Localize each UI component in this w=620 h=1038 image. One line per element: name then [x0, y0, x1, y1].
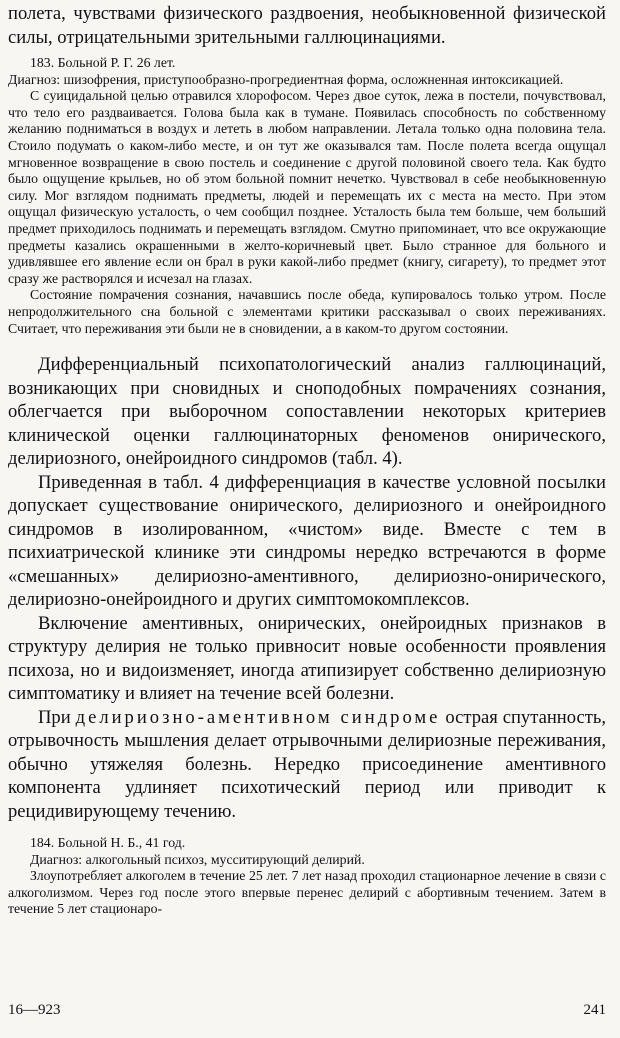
case-183-paragraph: С суицидальной целью отравился хлорофосом. Через двое суток, лежа в постели, почувствовал, что тело его раздваивается. Голова была как в тумане. Появилась способность по собственному желанию подниматься в воздух и лететь в любом направлении. Летала только одна половина тела. Стоило подумать о каком-либо месте, и он тут же оказывался там. После полета всегда ощущал мгновенное возвращение в свою постель и соединение с другой половиной своего тела. Как будто было ощущение крыльев, но об этом больной помнит нечетко. Чувствовал в себе необыкновенную силу. Мог взглядом поднимать предметы, людей и перемещать их с места на место. При этом ощущал физическую усталость, о чем сообщил позднее. Усталость была тем больше, чем больший предмет приходилось поднимать и перемещать взглядом. Смутно припоминает, что все окружающие предметы казались окрашенными в желто-коричневый цвет. Было странное для больного и удивлявшее его явление если он брал в руки какой-либо предмет (книгу, сигарету), то предмет этот сразу же растворялся и исчезал на глазах. [8, 88, 606, 286]
intro-text: полета, чувствами физического раздвоения, необыкновенной физической силы, отрицательными зрительными галлюцинациями. [8, 3, 606, 48]
case-183-diagnosis: Диагноз: шизофрения, приступообразно-прогредиентная форма, осложненная интоксикацией. [8, 71, 564, 87]
case-184 [8, 835, 606, 918]
syndrome-term: делириозно-аментивном синдроме [75, 706, 441, 728]
case-184-title: 184. Больной Н. Б., 41 год. [30, 835, 186, 851]
case-183 [8, 55, 606, 337]
case-184-diagnosis: Диагноз: алкогольный психоз, мусситирующий делирий. [30, 851, 365, 867]
case-184-paragraph: Злоупотребляет алкоголем в течение 25 лет. 7 лет назад проходил стационарное лечение в связи с алкоголизмом. Через год после этого впервые перенес делирий с абортивным течением. Затем в течение 5 лет стационаро- [8, 868, 606, 917]
page-number: 241 [583, 1002, 606, 1018]
printer-signature: 16—923 [8, 1002, 61, 1018]
case-183-paragraph: Состояние помрачения сознания, начавшись после обеда, купировалось только утром. После непродолжительного сна больной с элементами критики рассказывал о своих переживаниях. Считает, что переживания эти были не в сновидении, а в каком-то другом состоянии. [8, 287, 606, 336]
syndrome-rest: острая спутанность, отрывочность мышления делает отрывочными делириозные переживания, обычно утяжеляя болезнь. Нередко присоединение аментивного компонента удлиняет психотический период или приводит к рецидивирующему течению. [8, 706, 607, 822]
main-text [8, 353, 606, 823]
page-footer [8, 1002, 606, 1019]
case-183-title: 183. Больной Р. Г. 26 лет. [30, 55, 176, 70]
body-paragraph: Включение аментивных, онирических, онейроидных признаков в структуру делирия не только привносит новые особенности проявления психоза, но и видоизменяет, иногда атипизирует собственно делириозную симптоматику и влияет на течение всей болезни. [8, 612, 606, 705]
body-paragraph: Приведенная в табл. 4 дифференциация в качестве условной посылки допускает существование онирического, делириозного и онейроидного синдромов в изолированном, «чистом» виде. Вместе с тем в психиатрической клинике эти синдромы нередко встречаются в форме «смешанных» делириозно-аментивного, делириозно-онирического, делириозно-онейроидного и других симптомокомплексов. [8, 471, 606, 611]
syndrome-paragraph [8, 706, 606, 824]
syndrome-lead: При [38, 706, 71, 728]
body-paragraph: Дифференциальный психопатологический анализ галлюцинаций, возникающих при сновидных и сноподобных помрачениях сознания, облегчается при выборочном сопоставлении некоторых критериев клинической оценки галлюцинаторных феноменов онирического, делириозного, онейроидного синдромов (табл. 4). [8, 354, 606, 470]
